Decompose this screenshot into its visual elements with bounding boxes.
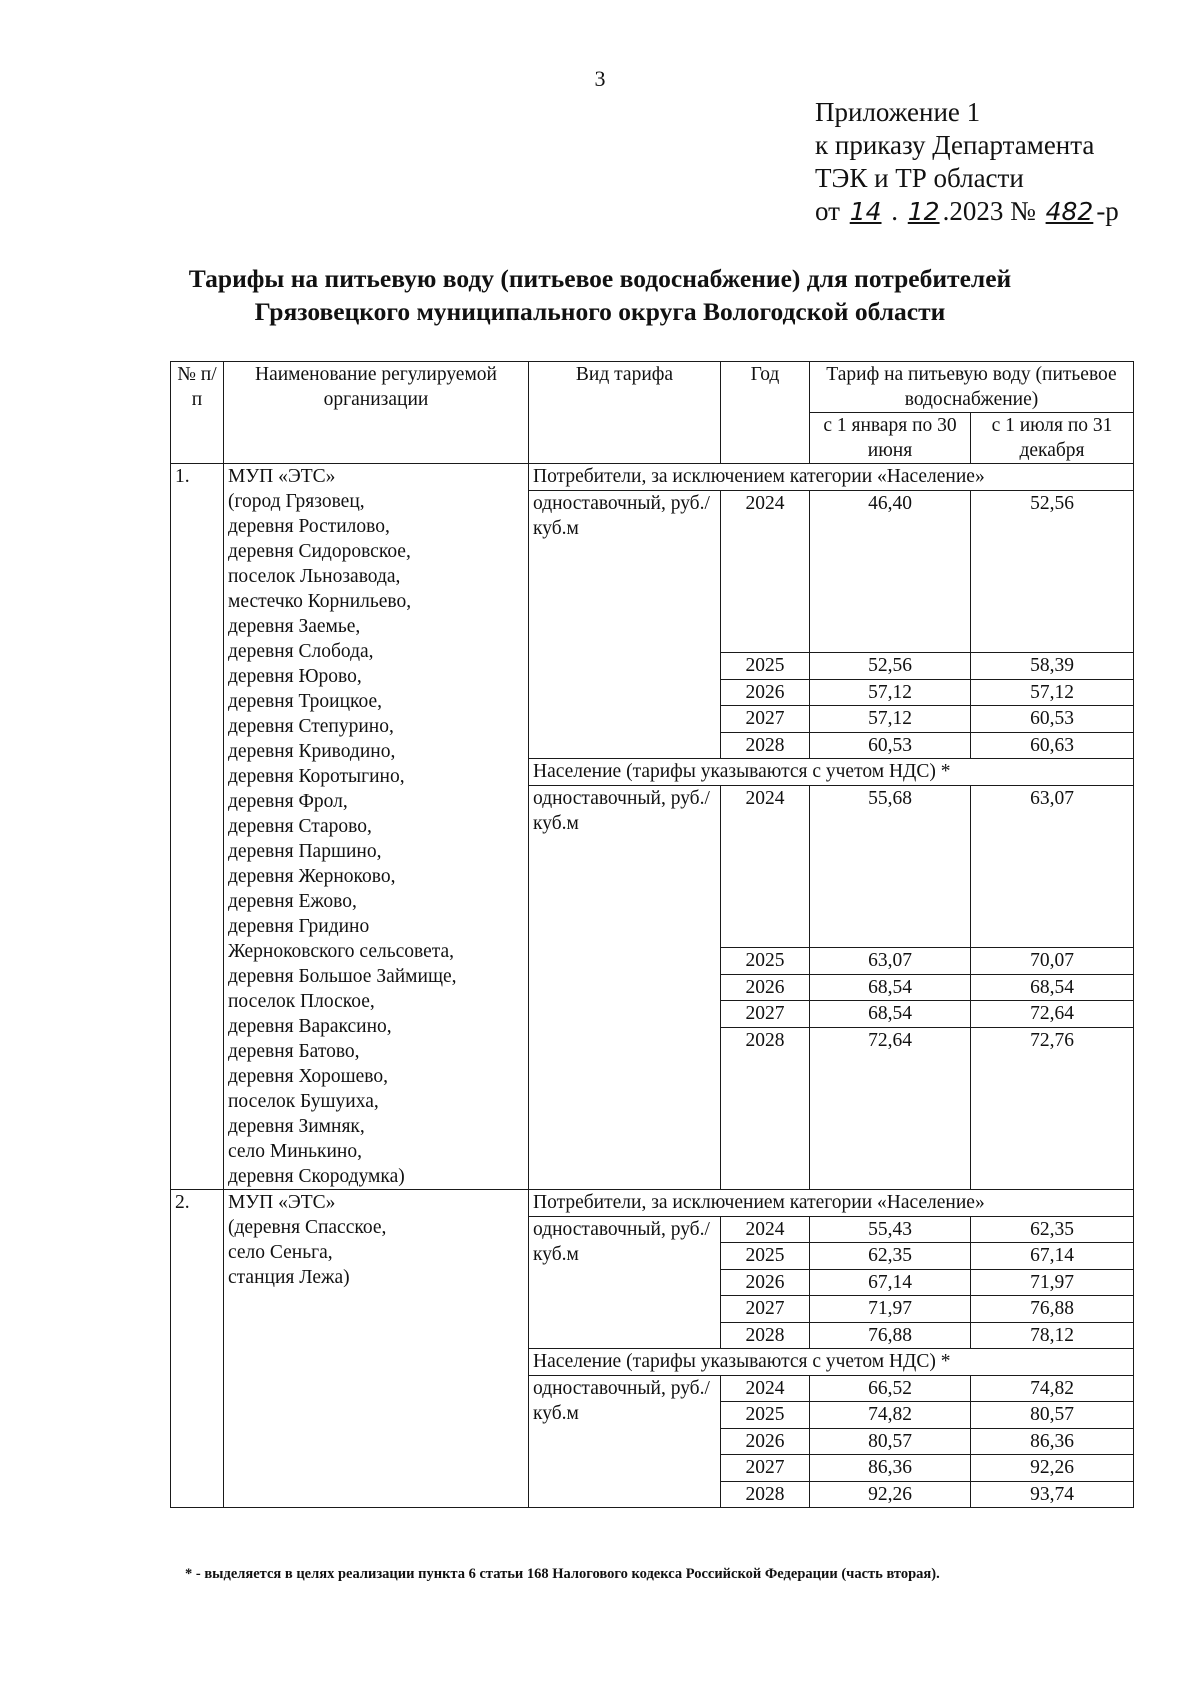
organization-line: Жерноковского сельсовета, (228, 941, 455, 962)
year-cell: 2025 (721, 948, 810, 975)
tariff-second-half: 78,12 (971, 1322, 1134, 1349)
tariff-first-half: 46,40 (810, 490, 971, 653)
year-cell: 2026 (721, 1269, 810, 1296)
tariff-second-half: 62,35 (971, 1216, 1134, 1243)
header-period-2: с 1 июля по 31 декабря (971, 413, 1134, 464)
year-cell: 2025 (721, 1243, 810, 1270)
year-cell: 2025 (721, 1402, 810, 1429)
page-number: 3 (594, 66, 606, 91)
organization-line: деревня Троицкое, (228, 691, 383, 712)
tariff-first-half: 68,54 (810, 974, 971, 1001)
consumer-category: Потребители, за исключением категории «Население» (529, 464, 1134, 491)
tariff-second-half: 72,76 (971, 1027, 1134, 1190)
organization-line: деревня Гридино (228, 916, 370, 937)
tariff-second-half: 60,63 (971, 732, 1134, 759)
organization-line: (деревня Спасское, (228, 1217, 387, 1238)
organization-line: деревня Заемье, (228, 616, 361, 637)
appendix-date-line (815, 195, 1119, 228)
header-period-1: с 1 января по 30 июня (810, 413, 971, 464)
header-type: Вид тарифа (529, 362, 721, 464)
appendix-line-3: ТЭК и ТР области (815, 163, 1024, 193)
tariff-first-half: 92,26 (810, 1481, 971, 1508)
year-cell: 2028 (721, 1322, 810, 1349)
tariff-first-half: 74,82 (810, 1402, 971, 1429)
tariff-second-half: 71,97 (971, 1269, 1134, 1296)
year-cell: 2024 (721, 490, 810, 653)
footnote: * - выделяется в целях реализации пункта 6 статьи 168 Налогового кодекса Российской Федерации (часть вторая). (185, 1566, 940, 1582)
tariff-first-half: 66,52 (810, 1375, 971, 1402)
tariff-first-half: 76,88 (810, 1322, 971, 1349)
organization-line: деревня Вараксино, (228, 1016, 392, 1037)
header-tariff: Тариф на питьевую воду (питьевое водоснабжение) (810, 362, 1134, 413)
tariff-first-half: 86,36 (810, 1455, 971, 1482)
appendix-block (815, 96, 1119, 228)
organization-line: деревня Криводино, (228, 741, 396, 762)
organization-line: деревня Сидоровское, (228, 541, 411, 562)
year-cell: 2026 (721, 1428, 810, 1455)
organization-name (224, 464, 529, 1190)
category-row (171, 464, 1134, 491)
header-year: Год (721, 362, 810, 464)
year-cell: 2027 (721, 706, 810, 733)
year-cell: 2028 (721, 732, 810, 759)
organization-line: поселок Бушуиха, (228, 1091, 379, 1112)
tariff-second-half: 63,07 (971, 785, 1134, 948)
organization-line: деревня Ростилово, (228, 516, 390, 537)
date-year-part: .2023 № (942, 196, 1043, 226)
tariff-type: одноставочный, руб./куб.м (529, 490, 721, 759)
date-prefix: от (815, 196, 847, 226)
table-body (171, 464, 1134, 1508)
consumer-category: Население (тарифы указываются с учетом НДС) * (529, 1349, 1134, 1376)
tariff-first-half: 57,12 (810, 679, 971, 706)
row-number: 1. (171, 464, 224, 1190)
handwritten-day: 14 (849, 197, 882, 226)
year-cell: 2025 (721, 653, 810, 680)
organization-line: поселок Плоское, (228, 991, 375, 1012)
organization-line: деревня Юрово, (228, 666, 362, 687)
organization-line: станция Лежа) (228, 1267, 350, 1288)
year-cell: 2024 (721, 1375, 810, 1402)
tariff-first-half: 63,07 (810, 948, 971, 975)
consumer-category: Население (тарифы указываются с учетом НДС) * (529, 759, 1134, 786)
organization-line: местечко Корнильево, (228, 591, 412, 612)
title-line-2: Грязовецкого муниципального округа Вологодской области (254, 297, 946, 326)
year-cell: 2027 (721, 1001, 810, 1028)
organization-name (224, 1190, 529, 1508)
tariff-first-half: 67,14 (810, 1269, 971, 1296)
tariff-first-half: 80,57 (810, 1428, 971, 1455)
tariff-second-half: 70,07 (971, 948, 1134, 975)
organization-line: деревня Большое Займище, (228, 966, 457, 987)
organization-line: деревня Коротыгино, (228, 766, 405, 787)
tariff-second-half: 74,82 (971, 1375, 1134, 1402)
year-cell: 2028 (721, 1481, 810, 1508)
organization-line: поселок Льнозавода, (228, 566, 401, 587)
tariff-first-half: 55,68 (810, 785, 971, 948)
organization-line: (город Грязовец, (228, 491, 365, 512)
tariff-second-half: 57,12 (971, 679, 1134, 706)
appendix-line-2: к приказу Департамента (815, 130, 1095, 160)
organization-line: деревня Батово, (228, 1041, 360, 1062)
title-line-1: Тарифы на питьевую воду (питьевое водоснабжение) для потребителей (188, 264, 1012, 293)
tariff-second-half: 68,54 (971, 974, 1134, 1001)
tariff-second-half: 52,56 (971, 490, 1134, 653)
tariff-second-half: 92,26 (971, 1455, 1134, 1482)
row-number: 2. (171, 1190, 224, 1508)
organization-line: деревня Хорошево, (228, 1066, 388, 1087)
organization-line: деревня Старово, (228, 816, 372, 837)
date-separator: . (884, 196, 905, 226)
appendix-line-1: Приложение 1 (815, 97, 981, 127)
tariff-type: одноставочный, руб./куб.м (529, 1375, 721, 1508)
year-cell: 2028 (721, 1027, 810, 1190)
handwritten-month: 12 (907, 197, 940, 226)
tariff-first-half: 60,53 (810, 732, 971, 759)
tariff-second-half: 58,39 (971, 653, 1134, 680)
tariff-first-half: 68,54 (810, 1001, 971, 1028)
tariff-first-half: 62,35 (810, 1243, 971, 1270)
tariff-type: одноставочный, руб./куб.м (529, 1216, 721, 1349)
tariff-first-half: 57,12 (810, 706, 971, 733)
tariff-second-half: 86,36 (971, 1428, 1134, 1455)
tariff-second-half: 60,53 (971, 706, 1134, 733)
year-cell: 2027 (721, 1455, 810, 1482)
order-suffix: -р (1096, 196, 1119, 226)
year-cell: 2024 (721, 1216, 810, 1243)
organization-line: деревня Фрол, (228, 791, 348, 812)
organization-line: деревня Степурино, (228, 716, 394, 737)
handwritten-order-number: 482 (1045, 197, 1094, 226)
category-row (171, 1190, 1134, 1217)
organization-line: МУП «ЭТС» (228, 466, 336, 487)
tariff-second-half: 93,74 (971, 1481, 1134, 1508)
year-cell: 2027 (721, 1296, 810, 1323)
tariff-first-half: 52,56 (810, 653, 971, 680)
organization-line: МУП «ЭТС» (228, 1192, 336, 1213)
tariff-second-half: 72,64 (971, 1001, 1134, 1028)
organization-line: деревня Ежово, (228, 891, 357, 912)
organization-line: деревня Слобода, (228, 641, 374, 662)
organization-line: село Минькино, (228, 1141, 362, 1162)
tariff-second-half: 67,14 (971, 1243, 1134, 1270)
tariff-first-half: 71,97 (810, 1296, 971, 1323)
tariff-type: одноставочный, руб./куб.м (529, 785, 721, 1190)
tariff-second-half: 80,57 (971, 1402, 1134, 1429)
consumer-category: Потребители, за исключением категории «Население» (529, 1190, 1134, 1217)
organization-line: деревня Жерноково, (228, 866, 396, 887)
organization-line: деревня Паршино, (228, 841, 382, 862)
document-title (0, 262, 1200, 328)
organization-line: село Сеньга, (228, 1242, 333, 1263)
organization-line: деревня Зимняк, (228, 1116, 365, 1137)
header-num: № п/п (171, 362, 224, 464)
tariff-first-half: 55,43 (810, 1216, 971, 1243)
tariff-second-half: 76,88 (971, 1296, 1134, 1323)
year-cell: 2026 (721, 679, 810, 706)
year-cell: 2026 (721, 974, 810, 1001)
organization-line: деревня Скородумка) (228, 1166, 405, 1187)
year-cell: 2024 (721, 785, 810, 948)
tariff-first-half: 72,64 (810, 1027, 971, 1190)
header-org: Наименование регулируемой организации (224, 362, 529, 464)
table-header (171, 362, 1134, 464)
tariff-table (170, 361, 1134, 1508)
